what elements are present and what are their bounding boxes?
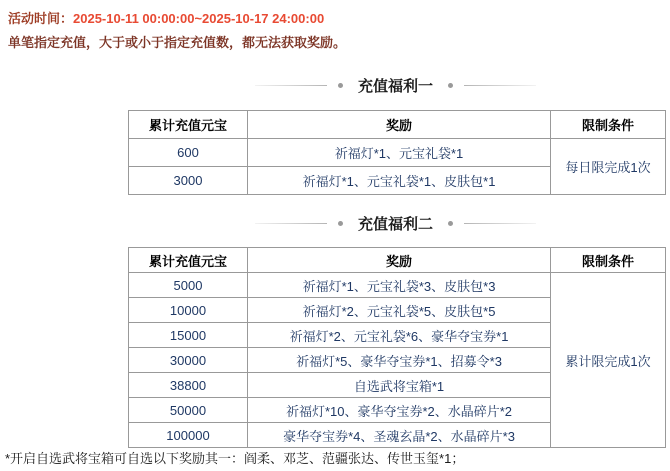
table-cell: 600 — [129, 139, 248, 167]
table-cell: 38800 — [129, 373, 248, 398]
table-cell: 祈福灯*1、元宝礼袋*1 — [248, 139, 551, 167]
activity-info — [0, 0, 670, 51]
table-cell: 祈福灯*10、豪华夺宝券*2、水晶碎片*2 — [248, 398, 551, 423]
section-title: 充值福利二 — [357, 215, 433, 233]
activity-time-value: 2025-10-11 00:00:00~2025-10-17 24:00:00 — [73, 11, 325, 26]
table-cell: 祈福灯*2、元宝礼袋*5、皮肤包*5 — [248, 298, 551, 323]
table-cell: 祈福灯*5、豪华夺宝券*1、招募令*3 — [248, 348, 551, 373]
divider-line — [464, 85, 536, 86]
table-cell: 累计限完成1次 — [551, 273, 666, 448]
table-cell: 豪华夺宝券*4、圣魂玄晶*2、水晶碎片*3 — [248, 423, 551, 448]
table-header-row — [129, 111, 666, 139]
table-cell: 100000 — [129, 423, 248, 448]
table-cell: 3000 — [129, 167, 248, 195]
table-cell: 每日限完成1次 — [551, 139, 666, 195]
table-cell: 30000 — [129, 348, 248, 373]
recharge-table-1 — [128, 110, 666, 195]
section-title: 充值福利一 — [357, 77, 433, 95]
table-cell: 祈福灯*1、元宝礼袋*1、皮肤包*1 — [248, 167, 551, 195]
footnote: *开启自选武将宝箱可自选以下奖励其一：阎柔、邓芝、范疆张达、传世玉玺*1； — [5, 451, 465, 466]
section-header-benefit-1 — [128, 75, 663, 95]
table-cell: 10000 — [129, 298, 248, 323]
table-cell: 自选武将宝箱*1 — [248, 373, 551, 398]
table-row — [129, 139, 666, 167]
recharge-table-2 — [128, 247, 666, 448]
section-header-benefit-2 — [128, 213, 663, 233]
column-header-limit: 限制条件 — [551, 248, 666, 273]
divider-dot-icon — [338, 221, 343, 226]
table-cell: 15000 — [129, 323, 248, 348]
table-cell: 5000 — [129, 273, 248, 298]
table-cell: 50000 — [129, 398, 248, 423]
table-cell: 祈福灯*1、元宝礼袋*3、皮肤包*3 — [248, 273, 551, 298]
divider-line — [255, 85, 327, 86]
activity-time-line — [8, 10, 670, 27]
table-header-row — [129, 248, 666, 273]
column-header-amount: 累计充值元宝 — [129, 111, 248, 139]
divider-line — [464, 223, 536, 224]
divider-dot-icon — [448, 83, 453, 88]
column-header-reward: 奖励 — [248, 111, 551, 139]
divider-dot-icon — [338, 83, 343, 88]
column-header-amount: 累计充值元宝 — [129, 248, 248, 273]
divider-dot-icon — [448, 221, 453, 226]
table-row — [129, 273, 666, 298]
divider-line — [255, 223, 327, 224]
column-header-reward: 奖励 — [248, 248, 551, 273]
table-cell: 祈福灯*2、元宝礼袋*6、豪华夺宝券*1 — [248, 323, 551, 348]
activity-time-label: 活动时间： — [8, 11, 74, 26]
recharge-notice: 单笔指定充值，大于或小于指定充值数，都无法获取奖励。 — [8, 35, 347, 50]
column-header-limit: 限制条件 — [551, 111, 666, 139]
